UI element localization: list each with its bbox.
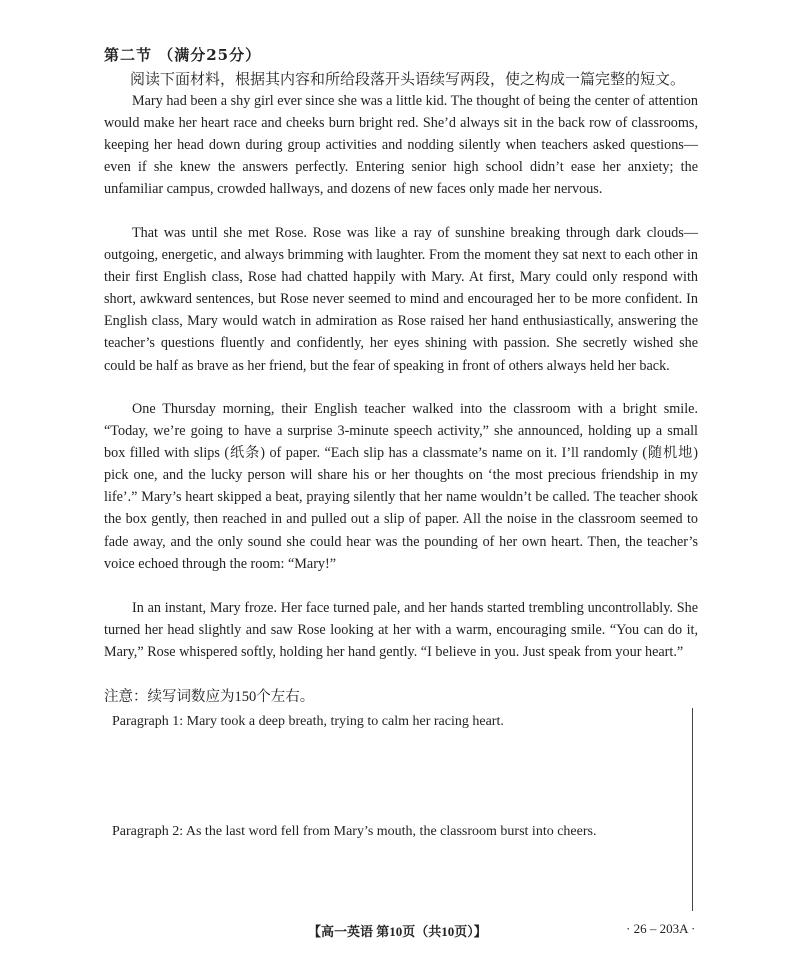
passage-paragraph-1: Mary had been a shy girl ever since she was a little kid. The thought of being the center of attention would make her heart race and cheeks burn bright red. She’d always sit in the back row of classrooms, keeping her head down during group activities and nodding silently when teachers asked questions—even if she knew the answers perfectly. Entering senior high school didn’t ease her anxiety; the unfamiliar campus, crowded hallways, and dozens of new faces only made her nervous. <box>104 93 698 198</box>
paragraph-1-prompt: Paragraph 1: Mary took a deep breath, trying to calm her racing heart. <box>112 714 504 729</box>
passage-paragraph-2: That was until she met Rose. Rose was like a ray of sunshine breaking through dark clouds—outgoing, energetic, and always brimming with laughter. From the moment they sat next to each other in their first English class, Rose had chatted happily with Mary. At first, Mary could only respond with short, awkward sentences, but Rose never seemed to mind and encouraged her to be more confident. In English class, Mary would watch in admiration as Rose raised her hand enthusiastically, answering the teacher’s questions fluently and confidently, her eyes shining with passion. She secretly wished she could be half as brave as her friend, but the fear of speaking in front of others always held her back. <box>104 225 698 374</box>
answer-area[interactable] <box>104 708 693 911</box>
section-instruction: 阅读下面材料，根据其内容和所给段落开头语续写两段，使之构成一篇完整的短文。 <box>130 70 686 88</box>
page-footer-code: · 26 – 203A · <box>626 921 696 936</box>
passage-paragraph-4: In an instant, Mary froze. Her face turned pale, and her hands started trembling uncontrollably. She turned her head slightly and saw Rose looking at her with a warm, encouraging smile. “You can do it, Mary,” Rose whispered softly, holding her hand gently. “I believe in you. Just speak from your heart.” <box>104 600 698 661</box>
page-footer-title: 【高一英语 第10页（共10页）】 <box>308 924 487 939</box>
passage-paragraph-3: One Thursday morning, their English teacher walked into the classroom with a bright smile. “Today, we’re going to have a surprise 3-minute speech activity,” she announced, holding up a small box filled with slips (纸条) of paper. “Each slip has a classmate’s name on it. I’ll randomly (随机地) pick one, and the lucky person will share his or her thoughts on ‘the most precious friendship in my life’.” Mary’s heart skipped a beat, praying silently that her name wouldn’t be called. The teacher shook the box gently, then reached in and pulled out a slip of paper. All the noise in the classroom seemed to fade away, and the only sound she could hear was the pounding of her own heart. Then, the teacher’s voice echoed through the room: “Mary!” <box>104 401 698 572</box>
word-count-note: 注意：续写词数应为150个左右。 <box>104 689 315 705</box>
paragraph-2-prompt: Paragraph 2: As the last word fell from Mary’s mouth, the classroom burst into cheers. <box>112 824 597 839</box>
section-title: 第二节 （满分25分） <box>104 46 262 64</box>
